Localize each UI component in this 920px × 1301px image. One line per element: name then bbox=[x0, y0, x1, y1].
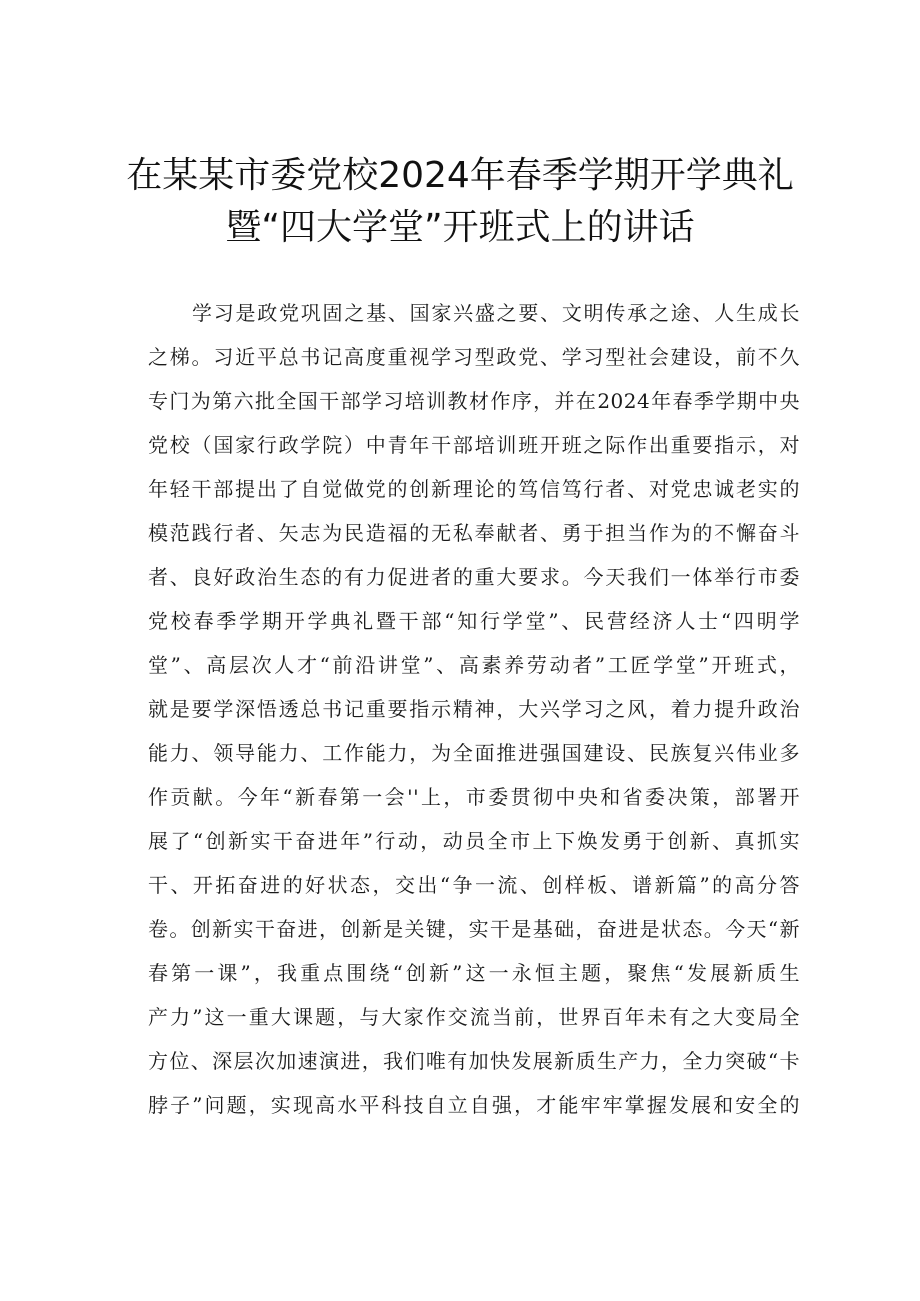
body-line: 党校（国家行政学院）中青年干部培训班开班之际作出重要指示，对 bbox=[148, 433, 800, 457]
body-line: 堂”、高层次人才“前沿讲堂”、高素养劳动者”工匠学堂”开班式， bbox=[148, 653, 800, 677]
body-line: 党校春季学期开学典礼暨干部“知行学堂”、民营经济人士“四明学 bbox=[148, 609, 800, 633]
body-line: 专门为第六批全国干部学习培训教材作序，并在2024年春季学期中央 bbox=[148, 389, 800, 413]
body-line: 产力”这一重大课题，与大家作交流当前，世界百年未有之大变局全 bbox=[148, 1005, 800, 1029]
body-line: 展了“创新实干奋进年”行动，动员全市上下焕发勇于创新、真抓实 bbox=[148, 829, 800, 853]
body-line: 脖子”问题，实现高水平科技自立自强，才能牢牢掌握发展和安全的 bbox=[148, 1093, 800, 1117]
body-line: 作贡献。今年“新春第一会''上，市委贯彻中央和省委决策，部署开 bbox=[148, 785, 800, 809]
body-line: 卷。创新实干奋进，创新是关键，实干是基础，奋进是状态。今天“新 bbox=[148, 917, 800, 941]
body-paragraph bbox=[148, 291, 800, 1127]
title-line-1: 在某某市委党校2024年春季学期开学典礼 bbox=[126, 155, 794, 196]
body-line: 干、开拓奋进的好状态，交出“争一流、创样板、谱新篇”的高分答 bbox=[148, 873, 800, 897]
body-line: 学习是政党巩固之基、国家兴盛之要、文明传承之途、人生成长 bbox=[192, 301, 800, 325]
body-line: 就是要学深悟透总书记重要指示精神，大兴学习之风，着力提升政治 bbox=[148, 697, 800, 721]
body-line: 春第一课”，我重点围绕“创新”这一永恒主题，聚焦“发展新质生 bbox=[148, 961, 800, 985]
body-line: 方位、深层次加速演进，我们唯有加快发展新质生产力，全力突破“卡 bbox=[148, 1049, 800, 1073]
body-line: 者、良好政治生态的有力促进者的重大要求。今天我们一体举行市委 bbox=[148, 565, 800, 589]
document-title bbox=[0, 150, 920, 254]
body-line: 能力、领导能力、工作能力，为全面推进强国建设、民族复兴伟业多 bbox=[148, 741, 800, 765]
body-line: 年轻干部提出了自觉做党的创新理论的笃信笃行者、对党忠诚老实的 bbox=[148, 477, 800, 501]
body-line: 之梯。习近平总书记高度重视学习型政党、学习型社会建设，前不久 bbox=[148, 345, 800, 369]
body-line: 模范践行者、矢志为民造福的无私奉献者、勇于担当作为的不懈奋斗 bbox=[148, 521, 800, 545]
title-line-2: 暨“四大学堂”开班式上的讲话 bbox=[225, 207, 695, 248]
